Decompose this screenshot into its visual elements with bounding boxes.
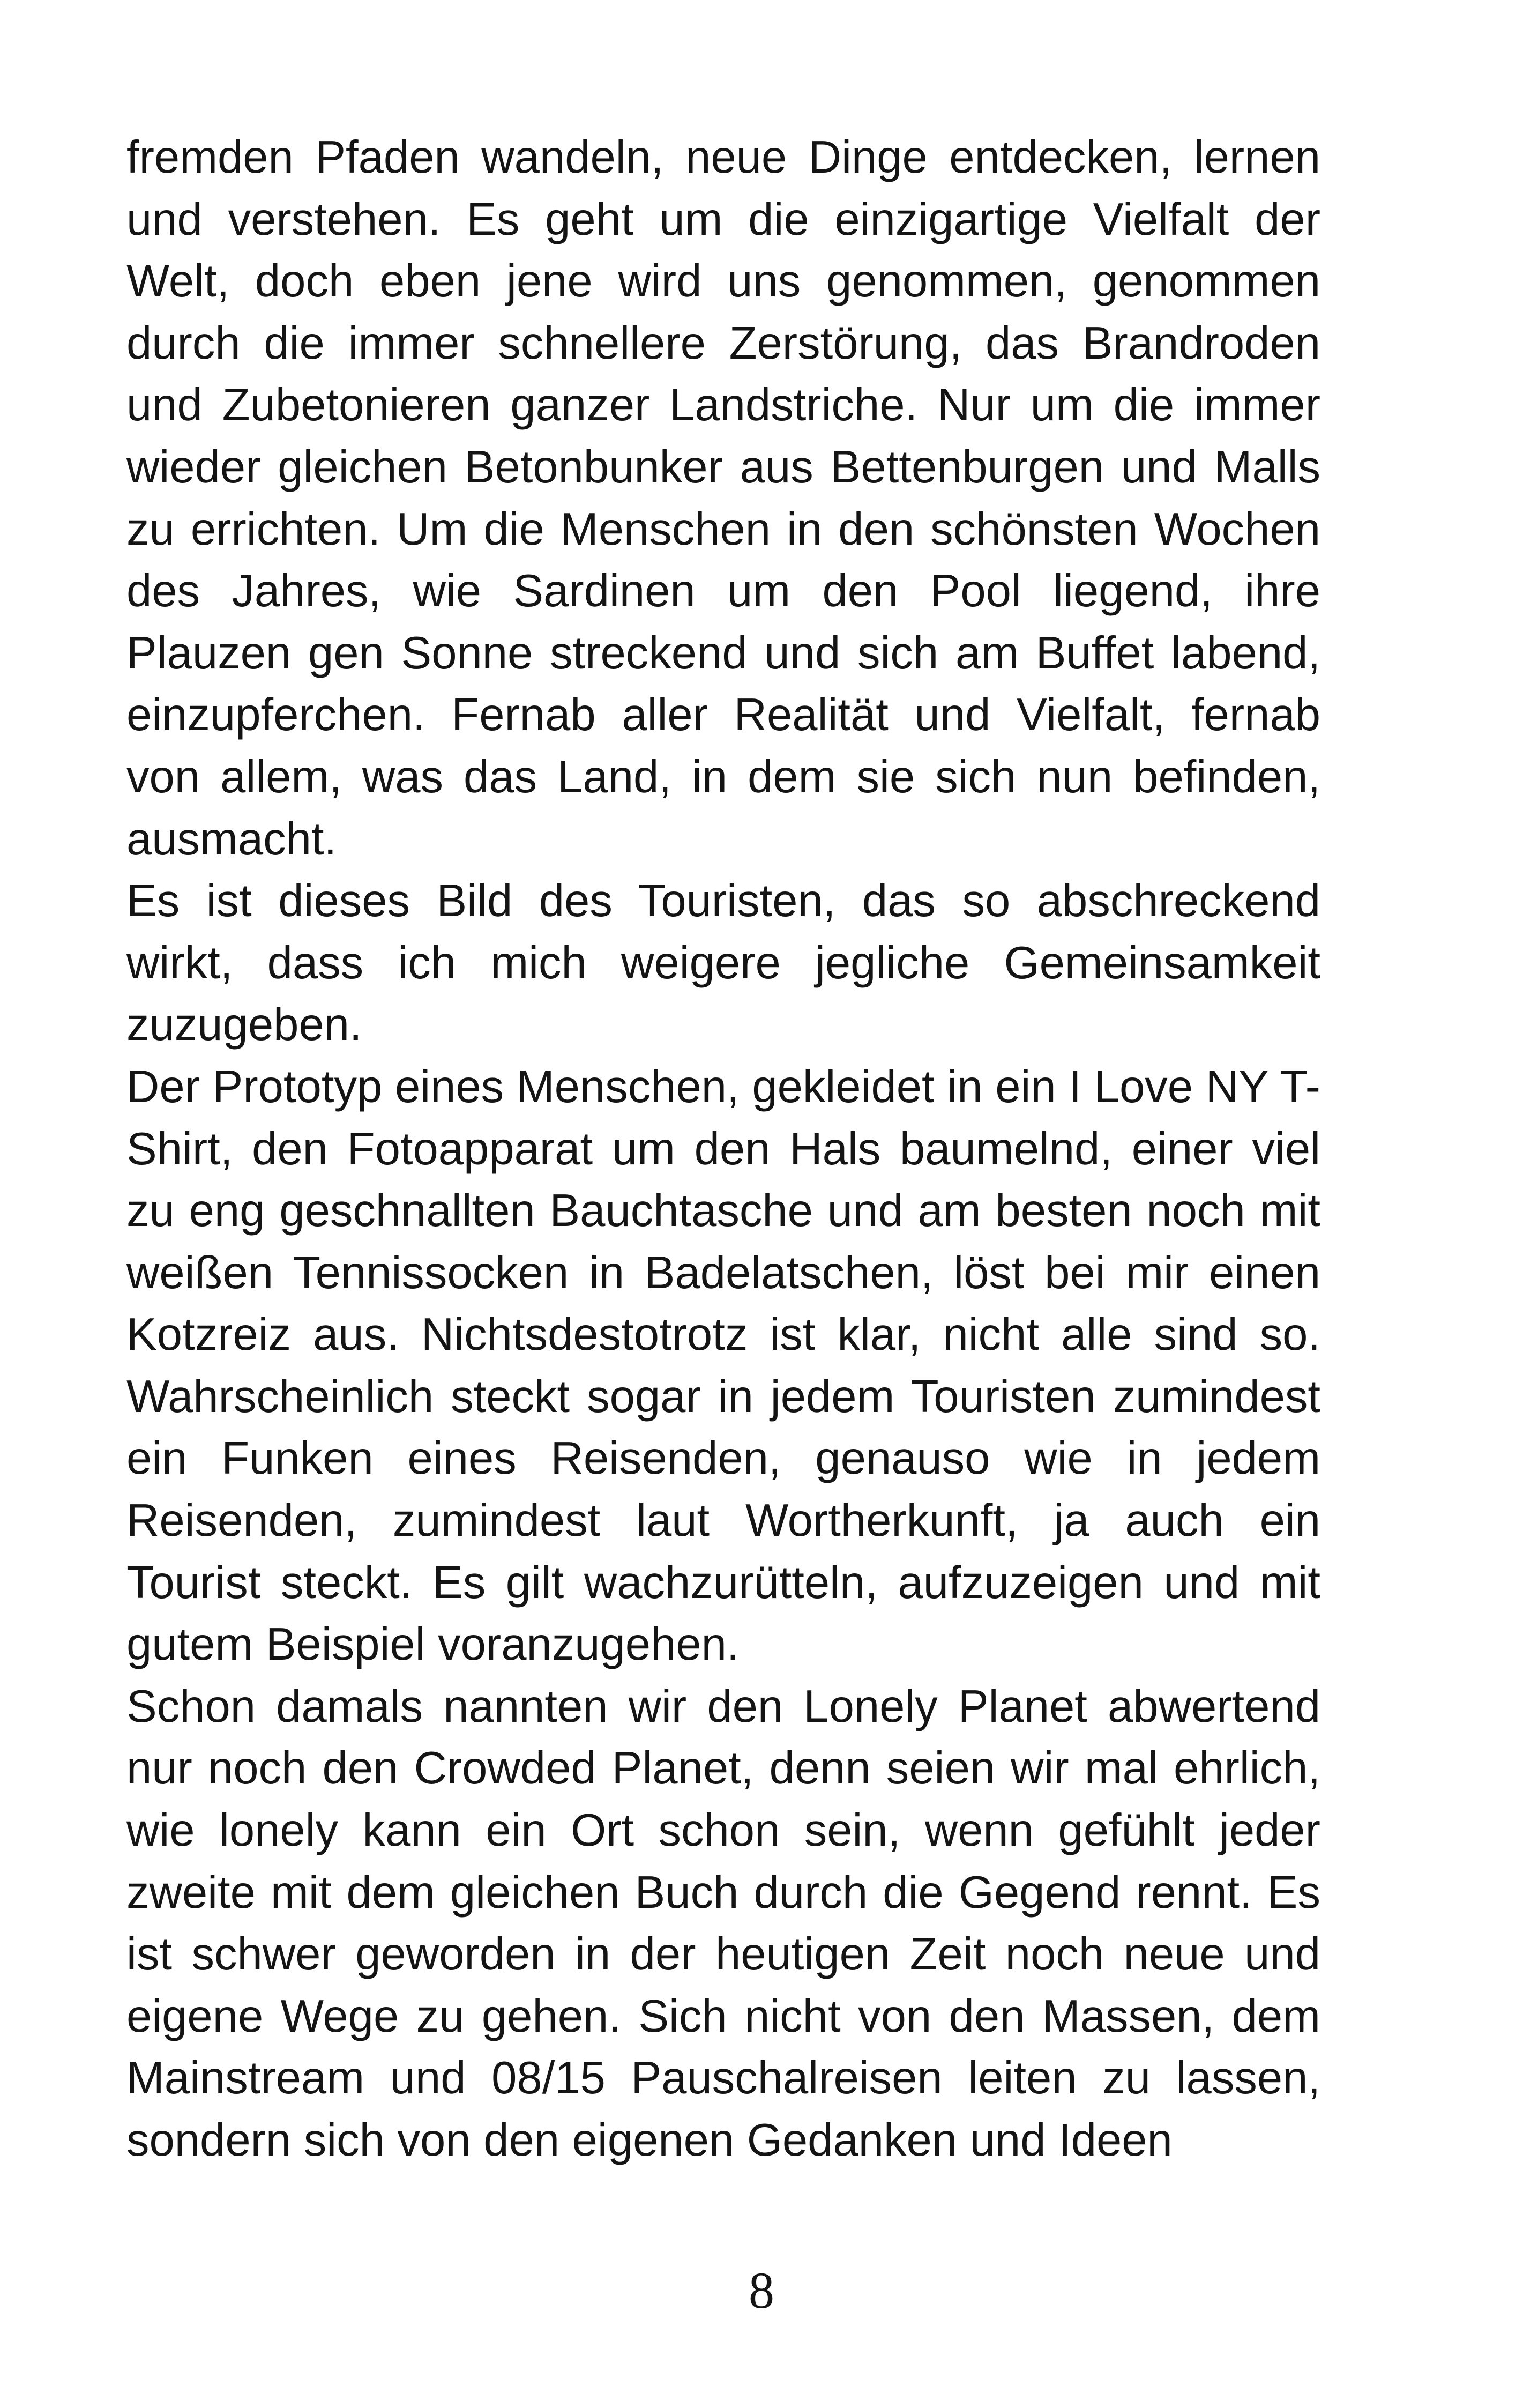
paragraph: fremden Pfaden wandeln, neue Dinge entdecken, lernen und verstehen. Es geht um die einzigartige Vielfalt der Welt, doch eben jene wird uns genommen, genommen durch die immer schnellere Zerstörung, das Brandroden und Zubetonieren ganzer Landstriche. Nur um die immer wieder gleichen Betonbunker aus Bettenburgen und Malls zu errichten. Um die Menschen in den schönsten Wochen des Jahres, wie Sardinen um den Pool liegend, ihre Plauzen gen Sonne streckend und sich am Buffet labend, einzupferchen. Fernab aller Realität und Vielfalt, fernab von allem, was das Land, in dem sie sich nun befinden, ausmacht. xyxy=(126,132,1320,865)
paragraph: Der Prototyp eines Menschen, gekleidet in ein I Love NY T-Shirt, den Fotoapparat um den Hals baumelnd, einer viel zu eng geschnallten Bauchtasche und am besten noch mit weißen Tennissocken in Badelatschen, löst bei mir einen Kotzreiz aus. Nichtsdestotrotz ist klar, nicht alle sind so. Wahrscheinlich steckt sogar in jedem Touristen zumindest ein Funken eines Reisenden, genauso wie in jedem Reisenden, zumindest laut Wortherkunft, ja auch ein Tourist steckt. Es gilt wachzurütteln, aufzuzeigen und mit gutem Beispiel voranzugehen. xyxy=(126,1061,1320,1670)
body-text xyxy=(126,127,1320,2172)
paragraph: Es ist dieses Bild des Touristen, das so abschreckend wirkt, dass ich mich weigere jegliche Gemeinsamkeit zuzugeben. xyxy=(126,875,1320,1051)
page-number: 8 xyxy=(749,2262,774,2319)
paragraph: Schon damals nannten wir den Lonely Planet abwertend nur noch den Crowded Planet, denn seien wir mal ehrlich, wie lonely kann ein Ort schon sein, wenn gefühlt jeder zweite mit dem gleichen Buch durch die Gegend rennt. Es ist schwer geworden in der heutigen Zeit noch neue und eigene Wege zu gehen. Sich nicht von den Massen, dem Mainstream und 08/15 Pauschalreisen leiten zu lassen, sondern sich von den eigenen Gedanken und Ideen xyxy=(126,1681,1320,2166)
